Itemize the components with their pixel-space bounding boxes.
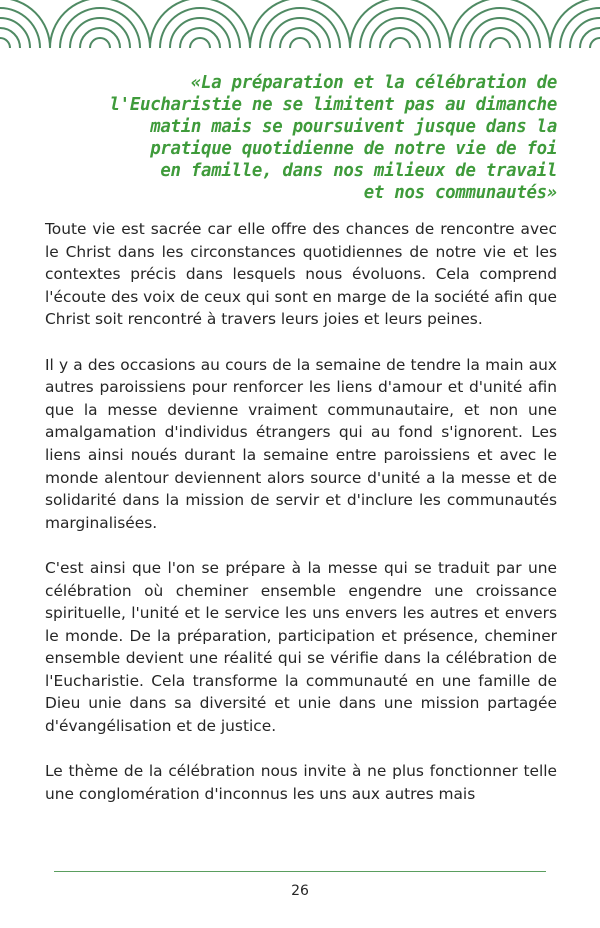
- arc-ring: [290, 38, 310, 48]
- body-text: [45, 218, 557, 828]
- arc-ring: [90, 38, 110, 48]
- arc-ring: [270, 18, 330, 48]
- paragraph: Toute vie est sacrée car elle offre des chances de rencontre avec le Christ dans les circonstances quotidiennes de notre vie et les contextes précis dans lesquels nous évoluons. Cela comprend l'écoute des voix de ceux qui sont en marge de la société afin que Christ soit rencontré à travers leurs joies et leurs peines.: [45, 220, 557, 329]
- arc-ring: [70, 18, 130, 48]
- quote-line: matin mais se poursuivent jusque dans la: [150, 117, 557, 137]
- arc-ring: [190, 38, 210, 48]
- page-number: 26: [291, 883, 309, 899]
- arc-ring: [0, 38, 10, 48]
- concentric-arcs-decoration: [0, 0, 600, 48]
- arc-ring: [170, 18, 230, 48]
- arc-ring: [490, 38, 510, 48]
- arc-ring: [470, 18, 530, 48]
- arc-ring: [370, 18, 430, 48]
- arc-ring: [570, 18, 600, 48]
- paragraph: C'est ainsi que l'on se prépare à la messe qui se traduit par une célébration où cheminer ensemble engendre une croissance spirituelle, l'unité et le service les uns envers les autres et envers le monde. De la préparation, participation et présence, cheminer ensemble devient une réalité qui se vérifie dans la célébration de l'Eucharistie. Cela transforme la communauté en une famille de Dieu unie dans sa diversité et unie dans une mission partagée d'évangélisation et de justice.: [45, 558, 557, 736]
- quote-line: «La préparation et la célébration de: [190, 73, 557, 93]
- arc-ring: [0, 18, 30, 48]
- arc-ring: [390, 38, 410, 48]
- paragraph: Il y a des occasions au cours de la semaine de tendre la main aux autres paroissiens pour renforcer les liens d'amour et d'unité afin que la messe devienne vraiment communautaire, et non une amalgamation d'individus étrangers qui au fond s'ignorent. Les liens ainsi noués durant la semaine entre paroissiens et avec le monde alentour deviennent alors source d'unité a la messe et de solidarité dans la mission de servir et d'inclure les communautés marginalisées.: [45, 355, 557, 532]
- footer-divider: [54, 871, 546, 872]
- quote-line: pratique quotidienne de notre vie de foi: [150, 139, 557, 159]
- quote-line: l'Eucharistie ne se limitent pas au dimanche: [109, 95, 557, 115]
- arc-ring: [590, 38, 600, 48]
- quote-line: et nos communautés»: [363, 183, 557, 203]
- pull-quote: [95, 72, 557, 204]
- paragraph: Le thème de la célébration nous invite à ne plus fonctionner telle une conglomération d'inconnus les uns aux autres mais: [45, 762, 557, 803]
- quote-line: en famille, dans nos milieux de travail: [160, 161, 557, 181]
